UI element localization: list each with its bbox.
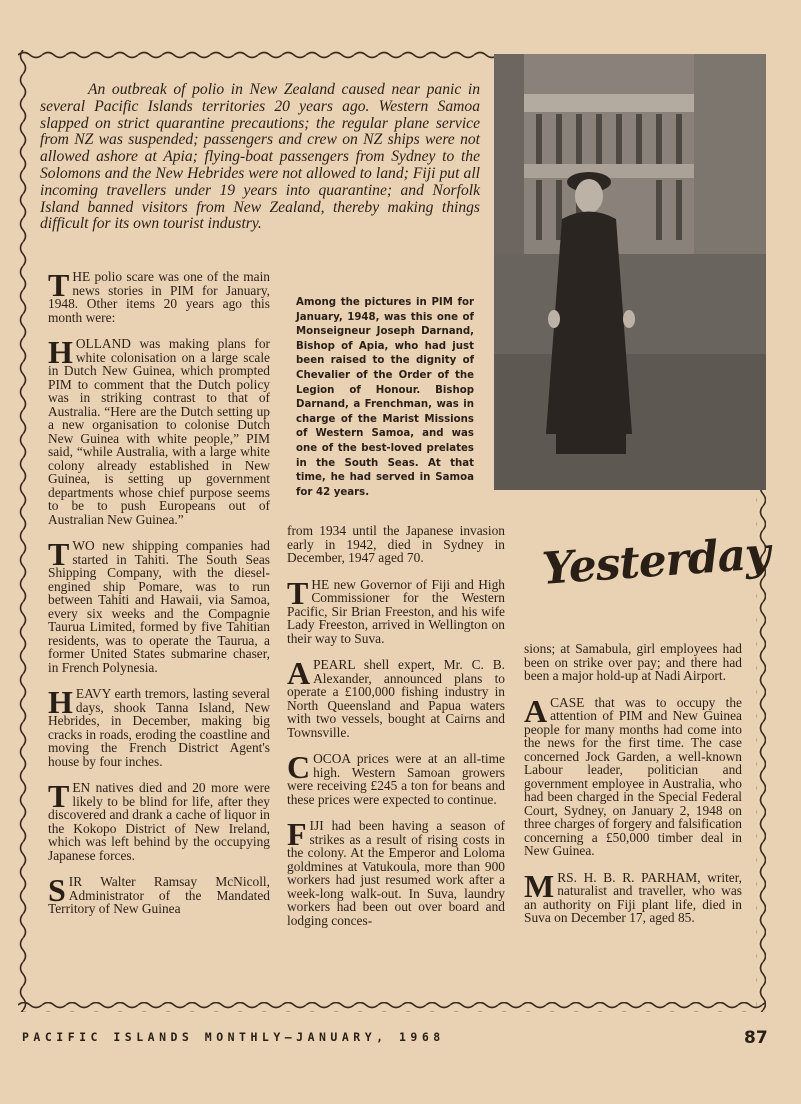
item-text: polio scare was one of the main news stories in PIM for January, 1948. Other items 20 years ago this month were: — [48, 269, 270, 325]
lead-in: WO — [72, 538, 95, 553]
item-text: was making plans for white colonisation on a large scale in Dutch New Guinea, which prompted PIM to comment that the Dutch policy was in striking contrast to that of Australia. “Here are the Dutch setting up a new organisation to colonise Dutch New Guinea with white people,” PIM said, “while Australia, with a large white colony already established in New Guinea, is setting up government departments whose chief purpose seems to be to push Europeans out of Australian New Guinea.” — [48, 336, 270, 527]
news-item-mcnicoll — [48, 872, 270, 916]
article-column-1 — [48, 267, 270, 929]
drop-cap: F — [287, 816, 307, 852]
lead-in: EAVY — [75, 686, 111, 701]
drop-cap: T — [48, 536, 70, 572]
lead-in: RS. H. B. R. PARHAM, — [557, 869, 701, 885]
item-text: new Governor of Fiji and High Commissioner for the Western Pacific, Sir Brian Freeston, and his wife Lady Freeston, arrived in Wellington on their way to Suva. — [287, 576, 505, 646]
news-item-governor — [287, 574, 505, 646]
lead-in: IJI — [309, 818, 324, 833]
lead-in: IR — [68, 874, 83, 889]
bishop-photograph — [494, 54, 766, 490]
news-item-fiji-strikes — [287, 816, 505, 928]
item-text: Walter Ramsay McNicoll, Administrator of the Mandated Territory of New Guinea — [48, 874, 270, 916]
item-text: that was to occupy the attention of PIM and New Guinea people for many months had come into the news for the first time. The case concerned Jock Garden, a well-known Labour leader, politician and government employee in Australia, who had been charged in the Special Federal Court, Sydney, on January 2, 1948 on three charges of forgery and falsification concerning a £50,000 timber deal in New Guinea. — [524, 694, 742, 858]
news-item-continued: sions; at Samabula, girl employees had been on strike over pay; and there had been a major hold-up at Nadi Airport. — [524, 641, 742, 683]
drop-cap: M — [524, 867, 555, 904]
lead-in: HE — [72, 269, 91, 284]
news-item-court-case — [524, 692, 742, 858]
news-item-liquor — [48, 778, 270, 863]
news-item-continued: from 1934 until the Japanese invasion early in 1942, died in Sydney in December, 1947 aged 70. — [287, 523, 505, 565]
drop-cap: H — [48, 684, 73, 720]
lead-in: OCOA — [313, 751, 351, 766]
intro-paragraph: An outbreak of polio in New Zealand caused near panic in several Pacific Islands territories 20 years ago. Western Samoa slapped on strict quarantine precautions; the regular plane service from NZ was suspended; passengers and crew on NZ ships were not allowed ashore at Apia; flying-boat passengers from Sydney to the Solomons and the New Hebrides were not allowed to land; Fiji put all incoming travellers under 19 years into quarantine; and Norfolk Island banned visitors from New Zealand, thereby making things difficult for its own tourist industry. — [40, 81, 480, 233]
item-text: shell expert, Mr. C. B. Alexander, announced plans to operate a £100,000 fishing industry in North Queensland and Papua waters with two vessels, bought at Cairns and Townsville. — [287, 657, 505, 740]
drop-cap: T — [48, 267, 70, 303]
lead-in: EN — [72, 780, 91, 795]
news-item-shipping — [48, 536, 270, 675]
drop-cap: A — [524, 692, 548, 729]
news-item-pearl — [287, 655, 505, 740]
lead-in: CASE — [550, 694, 585, 710]
news-item-cocoa — [287, 749, 505, 807]
item-text: prices were at an all-time high. Western Samoan growers were receiving £245 a ton for beans and these prices were expected to continue. — [287, 751, 505, 807]
drop-cap: T — [287, 574, 309, 611]
item-text: natives died and 20 more were likely to be blind for life, after they discovered and drank a cache of liquor in the Kokopo District of New Ireland, which was left behind by the occupying Japanese forces. — [48, 780, 270, 863]
lead-in: OLLAND — [75, 336, 131, 351]
drop-cap: H — [48, 334, 73, 370]
news-item-polio — [48, 267, 270, 325]
news-item-parham — [524, 867, 743, 925]
page-number: 87 — [744, 1028, 768, 1048]
drop-cap: C — [287, 749, 311, 785]
news-item-holland — [48, 334, 270, 527]
item-text: new shipping companies had started in Tahiti. The South Seas Shipping Company, with the diesel-engined ship Pomare, was to run between Tahiti and Hawaii, via Samoa, every six weeks and the Compagnie Taurua Limited, formed by five Tahitian residents, was to operate the Taurua, a former United States submarine chaser, in French Polynesia. — [48, 538, 270, 675]
item-text: earth tremors, lasting several days, shook Tanna Island, New Hebrides, in December, making big cracks in roads, eroding the coastline and moving the French District Agent's house by four inches. — [48, 686, 270, 769]
article-column-2 — [287, 524, 505, 940]
item-text: had been having a season of strikes as a result of rising costs in the colony. At the Emperor and Loloma goldmines at Vatukoula, more than 900 workers had just resumed work after a week-long walk-out. In Suva, laundry workers had been out over board and lodging conces- — [287, 818, 505, 928]
photo-caption: Among the pictures in PIM for January, 1948, was this one of Monseigneur Joseph Darnand, Bishop of Apia, who had just been raised to the dignity of Chevalier of the Order of the Legion of Honour. Bishop Darnand, a Frenchman, was in charge of the Marist Missions of Western Samoa, and was one of the best-loved prelates in the South Seas. At that time, he had served in Samoa for 42 years. — [296, 297, 474, 498]
lead-in: PEARL — [313, 657, 356, 672]
section-heading: Yesterday — [540, 528, 772, 595]
lead-in: HE — [311, 576, 330, 592]
drop-cap: S — [48, 872, 66, 908]
item-text: writer, naturalist and traveller, who was an authority on Fiji plant life, died in Suva on December 17, aged 85. — [524, 869, 743, 925]
drop-cap: A — [287, 655, 311, 691]
news-item-tremors — [48, 684, 270, 769]
drop-cap: T — [48, 778, 70, 814]
page-footer: PACIFIC ISLANDS MONTHLY—JANUARY, 1968 — [22, 1030, 445, 1044]
article-column-3 — [524, 642, 742, 938]
